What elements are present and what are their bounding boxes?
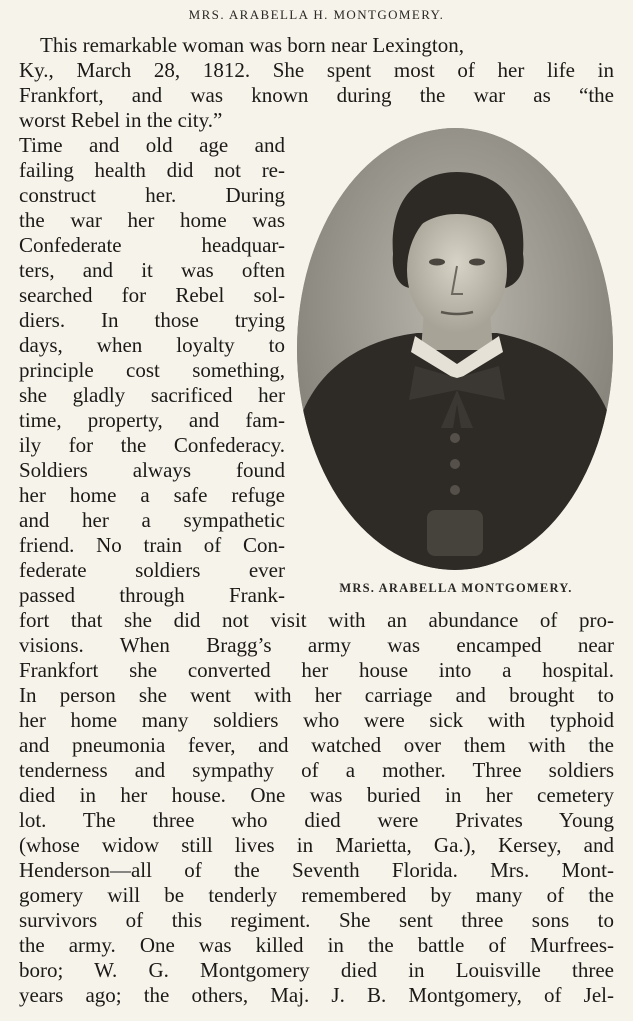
text-line: years ago; the others, Maj. J. B. Montgomery, of Jel-	[19, 983, 614, 1007]
text-line: In person she went with her carriage and brought to	[19, 683, 614, 707]
text-line: lot. The three who died were Privates Young	[19, 808, 614, 832]
text-line: the army. One was killed in the battle of Murfrees-	[19, 933, 614, 957]
text-line: Confederate headquar-	[19, 233, 285, 257]
text-line: searched for Rebel sol-	[19, 283, 285, 307]
text-line: principle cost something,	[19, 358, 285, 382]
page-heading: MRS. ARABELLA H. MONTGOMERY.	[188, 7, 445, 22]
text-line: died in her house. One was buried in her cemetery	[19, 783, 614, 807]
text-line: This remarkable woman was born near Lexington,	[40, 33, 464, 57]
text-line: and her a sympathetic	[19, 508, 285, 532]
text-line: friend. No train of Con-	[19, 533, 285, 557]
portrait-illustration	[297, 128, 613, 570]
text-line: Frankfort, and was known during the war as “the	[19, 83, 614, 107]
text-line: Soldiers always found	[19, 458, 285, 482]
text-line: the war her home was	[19, 208, 285, 232]
text-line: (whose widow still lives in Marietta, Ga.), Kersey, and	[19, 833, 614, 857]
text-line: Ky., March 28, 1812. She spent most of her life in	[19, 58, 614, 82]
text-line: passed through Frank-	[19, 583, 285, 607]
text-line: Time and old age and	[19, 133, 285, 157]
text-line: gomery will be tenderly remembered by many of the	[19, 883, 614, 907]
text-line: Frankfort she converted her house into a hospital.	[19, 658, 614, 682]
text-line: days, when loyalty to	[19, 333, 285, 357]
text-line: time, property, and fam-	[19, 408, 285, 432]
text-line: and pneumonia fever, and watched over them with the	[19, 733, 614, 757]
text-line: federate soldiers ever	[19, 558, 285, 582]
text-line: diers. In those trying	[19, 308, 285, 332]
text-line: boro; W. G. Montgomery died in Louisville three	[19, 958, 614, 982]
text-line: her home many soldiers who were sick with typhoid	[19, 708, 614, 732]
portrait-photo	[297, 128, 613, 570]
text-line: she gladly sacrificed her	[19, 383, 285, 407]
text-line: her home a safe refuge	[19, 483, 285, 507]
text-line: ters, and it was often	[19, 258, 285, 282]
text-line: visions. When Bragg’s army was encamped near	[19, 633, 614, 657]
text-line: worst Rebel in the city.”	[19, 108, 223, 132]
text-line: Henderson—all of the Seventh Florida. Mrs. Mont-	[19, 858, 614, 882]
text-line: failing health did not re-	[19, 158, 285, 182]
text-line: construct her. During	[19, 183, 285, 207]
photo-caption: MRS. ARABELLA MONTGOMERY.	[339, 581, 573, 595]
text-line: tenderness and sympathy of a mother. Three soldiers	[19, 758, 614, 782]
text-line: fort that she did not visit with an abundance of pro-	[19, 608, 614, 632]
text-line: survivors of this regiment. She sent three sons to	[19, 908, 614, 932]
text-line: ily for the Confederacy.	[19, 433, 285, 457]
